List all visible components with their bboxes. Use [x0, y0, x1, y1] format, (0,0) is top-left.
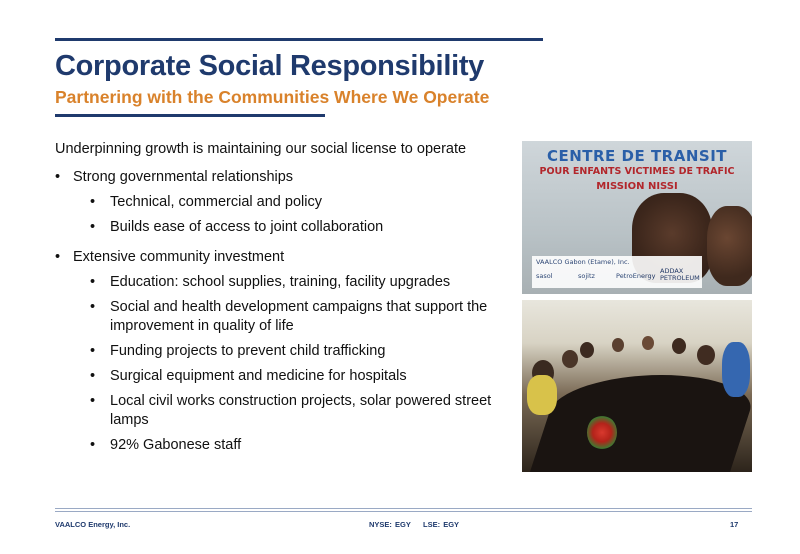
- bullet-governmental: [55, 168, 505, 187]
- footer-tickers: NYSE: EGY LSE: EGY: [369, 520, 460, 529]
- sub-bullet-text: Builds ease of access to joint collaboration: [110, 219, 384, 235]
- attendee: [527, 375, 557, 415]
- sub-bullet: [55, 392, 505, 430]
- footer-company: VAALCO Energy, Inc.: [55, 520, 131, 529]
- intro-text: Underpinning growth is maintaining our social license to operate: [55, 141, 467, 157]
- sub-bullet: [55, 298, 505, 336]
- attendee: [722, 342, 750, 397]
- sub-bullet-text: Social and health development campaigns that support the improvement in quality of life: [110, 299, 488, 334]
- attendee: [672, 338, 686, 354]
- bullet-label: Extensive community investment: [73, 249, 285, 265]
- community-meeting-photo: [522, 300, 752, 472]
- slide-subtitle: Partnering with the Communities Where We Operate: [55, 87, 490, 107]
- sponsor-logo: PetroEnergy: [616, 272, 656, 280]
- footer-rule: [55, 508, 752, 509]
- sign-mission: MISSION NISSI: [596, 181, 678, 192]
- sub-bullet: [55, 218, 505, 237]
- sign-subtitle: POUR ENFANTS VICTIMES DE TRAFIC: [539, 166, 735, 177]
- slide-title: Corporate Social Responsibility: [55, 50, 485, 82]
- sub-bullet: [55, 436, 505, 455]
- sub-bullet: [55, 193, 505, 212]
- sub-bullet: [55, 273, 505, 292]
- sub-bullet-text: Technical, commercial and policy: [110, 194, 322, 210]
- bullet-dot-icon: •: [90, 299, 96, 315]
- bullet-community: [55, 248, 505, 267]
- title-top-rule: [55, 38, 543, 41]
- bullet-label: Strong governmental relationships: [73, 169, 294, 185]
- sub-bullet-text: Local civil works construction projects, solar powered street lamps: [110, 393, 492, 428]
- sub-bullet-text: Education: school supplies, training, facility upgrades: [110, 274, 451, 290]
- slide-body: [55, 140, 505, 461]
- bullet-dot-icon: •: [55, 169, 61, 185]
- sponsor-logo: sojitz: [578, 272, 595, 280]
- sign-title: CENTRE DE TRANSIT: [546, 147, 728, 165]
- sponsor-logo: ADDAX PETROLEUM: [660, 267, 700, 282]
- attendee: [580, 342, 594, 358]
- bullet-dot-icon: •: [90, 194, 96, 210]
- bullet-dot-icon: •: [90, 274, 96, 290]
- bullet-dot-icon: •: [90, 343, 96, 359]
- footer-rule: [55, 511, 752, 512]
- bullet-dot-icon: •: [90, 393, 96, 409]
- attendee: [697, 345, 715, 365]
- page-number: 17: [730, 520, 739, 529]
- attendee: [612, 338, 624, 352]
- flower-centerpiece: [587, 415, 617, 450]
- transit-centre-sign-photo: [522, 141, 752, 294]
- bullet-dot-icon: •: [90, 368, 96, 384]
- sub-bullet-text: Surgical equipment and medicine for hospitals: [110, 368, 407, 384]
- sponsor-logos: [532, 256, 702, 288]
- attendee: [642, 336, 654, 350]
- bullet-dot-icon: •: [90, 219, 96, 235]
- bullet-dot-icon: •: [90, 437, 96, 453]
- attendee: [562, 350, 578, 368]
- bullet-dot-icon: •: [55, 249, 61, 265]
- sponsor-logo: sasol: [536, 272, 553, 280]
- sub-bullet: [55, 342, 505, 361]
- sponsor-logo: VAALCO Gabon (Etame), Inc.: [536, 258, 630, 266]
- sub-bullet: [55, 367, 505, 386]
- child-portrait: [707, 206, 752, 286]
- sub-bullet-text: Funding projects to prevent child trafficking: [110, 343, 386, 359]
- subtitle-underline: [55, 114, 325, 117]
- sub-bullet-text: 92% Gabonese staff: [110, 437, 242, 453]
